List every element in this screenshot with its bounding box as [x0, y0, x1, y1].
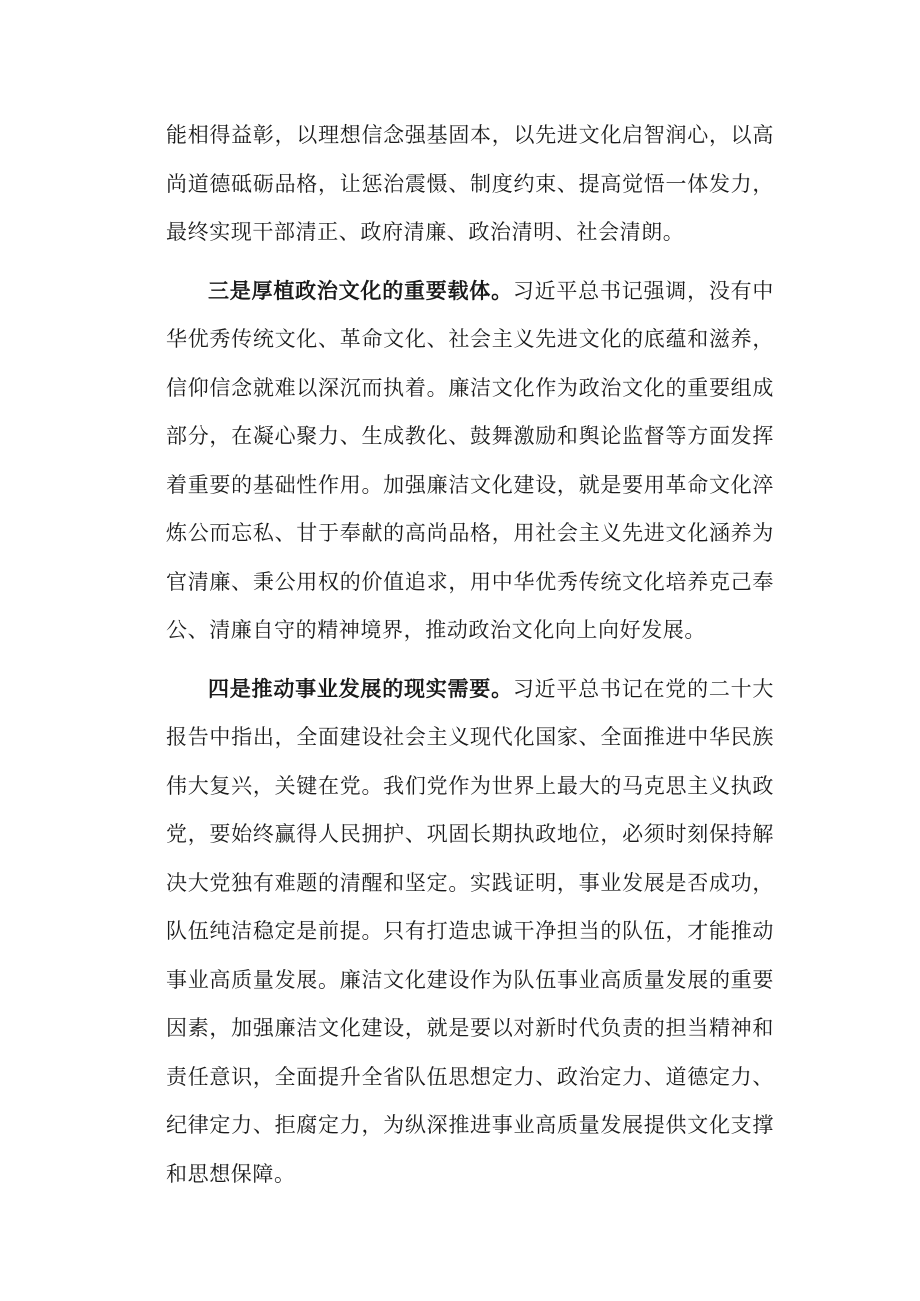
document-body	[166, 111, 774, 1198]
paragraph-body: 习近平总书记在党的二十大报告中指出，全面建设社会主义现代化国家、全面推进中华民族伟大复兴，关键在党。我们党作为世界上最大的马克思主义执政党，要始终赢得人民拥护、巩固长期执政地位，必须时刻保持解决大党独有难题的清醒和坚定。实践证明，事业发展是否成功，队伍纯洁稳定是前提。只有打造忠诚干净担当的队伍，才能推动事业高质量发展。廉洁文化建设作为队伍事业高质量发展的重要因素，加强廉洁文化建设，就是要以对新时代负责的担当精神和责任意识，全面提升全省队伍思想定力、政治定力、道德定力、纪律定力、拒腐定力，为纵深推进事业高质量发展提供文化支撑和思想保障。	[166, 676, 774, 1186]
paragraph-continuation	[166, 111, 774, 257]
paragraph-body: 能相得益彰，以理想信念强基固本，以先进文化启智润心，以高尚道德砥砺品格，让惩治震慑、制度约束、提高觉悟一体发力，最终实现干部清正、政府清廉、政治清明、社会清朗。	[166, 123, 774, 244]
paragraph-body: 习近平总书记强调，没有中华优秀传统文化、革命文化、社会主义先进文化的底蕴和滋养，信仰信念就难以深沉而执着。廉洁文化作为政治文化的重要组成部分，在凝心聚力、生成教化、鼓舞激励和舆论监督等方面发挥着重要的基础性作用。加强廉洁文化建设，就是要用革命文化淬炼公而忘私、甘于奉献的高尚品格，用社会主义先进文化涵养为官清廉、秉公用权的价值追求，用中华优秀传统文化培养克己奉公、清廉自守的精神境界，推动政治文化向上向好发展。	[166, 278, 774, 642]
paragraph-heading: 四是推动事业发展的现实需要。	[208, 676, 513, 701]
paragraph-heading: 三是厚植政治文化的重要载体。	[208, 278, 513, 303]
paragraph-political-culture	[166, 267, 774, 655]
paragraph-career-development	[166, 665, 774, 1199]
